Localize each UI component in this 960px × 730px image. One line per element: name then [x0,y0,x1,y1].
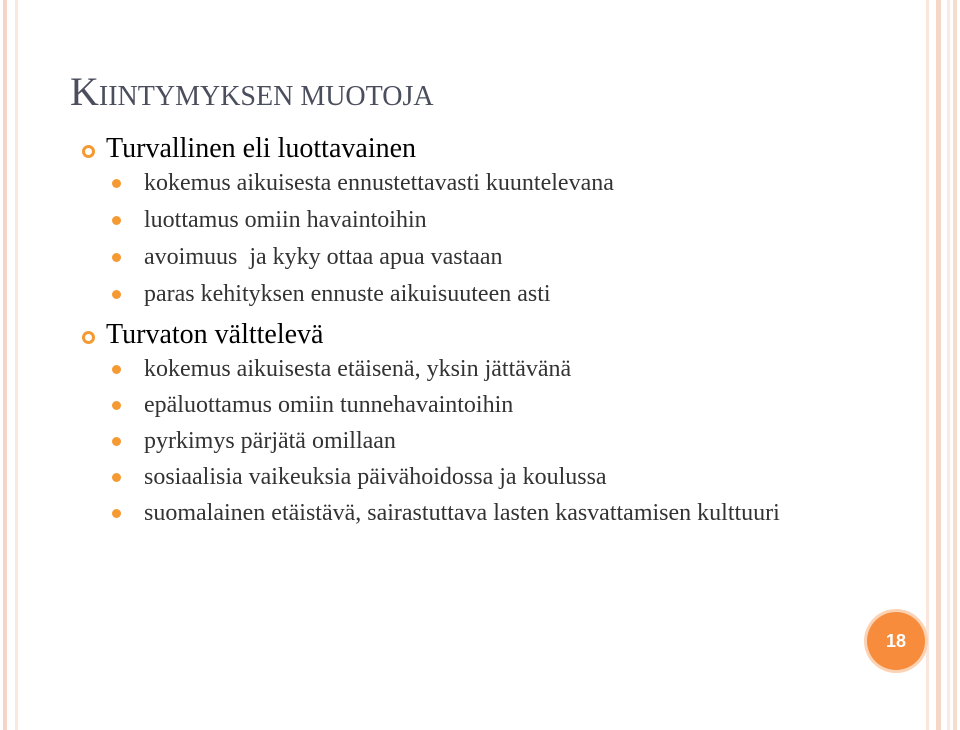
list-item [82,392,842,419]
section-secure [82,132,842,308]
dot-bullet-icon [112,401,121,410]
slide-content [82,132,842,536]
page-number: 18 [885,630,907,651]
list-item-text: sosiaalisia vaikeuksia päivähoidossa ja koulussa [144,464,607,490]
list-item-text: avoimuus ja kyky ottaa apua vastaan [144,244,503,270]
ring-bullet-icon [82,145,95,158]
list-item [82,281,842,308]
ring-bullet-icon [82,331,95,344]
list-item [82,464,842,491]
decorative-stripe [936,0,941,730]
section-avoidant [82,318,842,527]
list-item-text: suomalainen etäistävä, sairastuttava lasten kasvattamisen kulttuuri [144,500,780,526]
list-item [82,170,842,197]
section-heading [82,318,842,352]
bullet-list [82,170,842,308]
dot-bullet-icon [112,437,121,446]
list-item-text: paras kehityksen ennuste aikuisuuteen asti [144,281,551,307]
list-item [82,207,842,234]
list-item [82,244,842,271]
list-item [82,428,842,455]
list-item-text: kokemus aikuisesta ennustettavasti kuuntelevana [144,170,614,196]
title-rest: IINTYMYKSEN MUOTOJA [98,81,434,112]
section-heading-text: Turvallinen eli luottavainen [106,133,417,164]
list-item [82,356,842,383]
dot-bullet-icon [112,365,121,374]
list-item-text: epäluottamus omiin tunnehavaintoihin [144,392,514,418]
dot-bullet-icon [112,216,121,225]
dot-bullet-icon [112,473,121,482]
page-number-badge [867,612,925,670]
section-heading [82,132,842,166]
slide-title [70,69,434,114]
list-item-text: kokemus aikuisesta etäisenä, yksin jättävänä [144,356,572,382]
title-initial: K [70,69,99,114]
dot-bullet-icon [112,509,121,518]
list-item-text: luottamus omiin havaintoihin [144,207,427,233]
dot-bullet-icon [112,253,121,262]
decorative-stripe [926,0,929,730]
dot-bullet-icon [112,290,121,299]
decorative-stripe [3,0,7,730]
bullet-list [82,356,842,527]
decorative-stripe [953,0,957,730]
list-item [82,500,842,527]
section-heading-text: Turvaton välttelevä [106,319,324,350]
decorative-stripe [15,0,18,730]
list-item-text: pyrkimys pärjätä omillaan [144,428,396,454]
decorative-stripe [947,0,950,730]
dot-bullet-icon [112,179,121,188]
